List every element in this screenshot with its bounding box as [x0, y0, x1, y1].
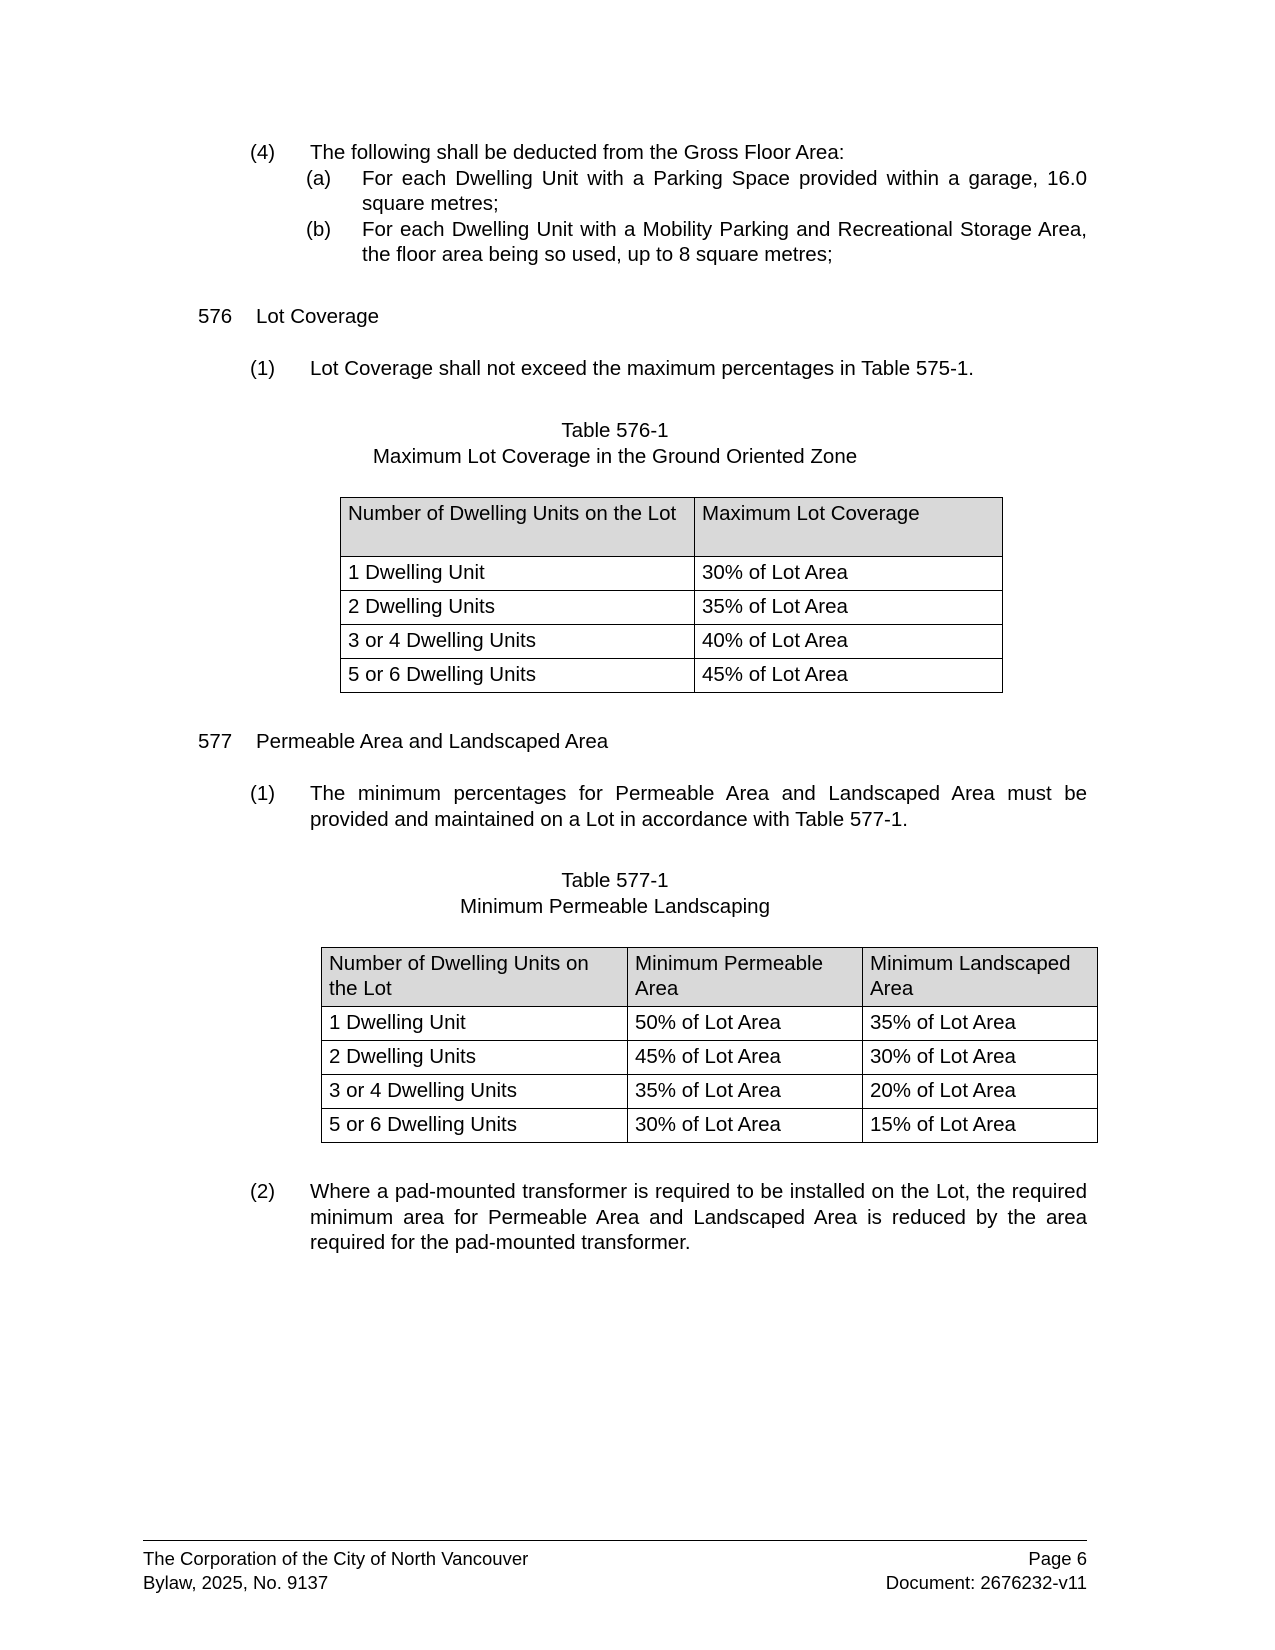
clause-4-text: The following shall be deducted from the Gross Floor Area:: [310, 141, 845, 164]
table-cell-landscaped: 35% of Lot Area: [863, 1007, 1098, 1041]
clause-4a-text: For each Dwelling Unit with a Parking Space provided within a garage, 16.0 square metres;: [362, 166, 1087, 215]
clause-577-1: [250, 781, 1087, 832]
footer-divider: [143, 1540, 1087, 1541]
table-576-1-header-coverage: Maximum Lot Coverage: [695, 497, 1003, 556]
clause-577-2: [250, 1179, 1087, 1256]
clause-577-1-text: The minimum percentages for Permeable Area and Landscaped Area must be provided and maintained on a Lot in accordance with Table 577-1.: [310, 782, 1087, 831]
table-row: [341, 556, 1003, 590]
table-577-1-header-units: Number of Dwelling Units on the Lot: [322, 948, 628, 1007]
table-576-1-header-units: Number of Dwelling Units on the Lot: [341, 497, 695, 556]
table-577-1-header-landscaped: Minimum Landscaped Area: [863, 948, 1098, 1007]
table-row: [322, 1109, 1098, 1143]
page-footer: [143, 1540, 1087, 1595]
table-576-1-caption-line2: Maximum Lot Coverage in the Ground Oriented Zone: [372, 444, 858, 468]
footer-organization: The Corporation of the City of North Vancouver: [143, 1548, 529, 1569]
table-cell-units: 5 or 6 Dwelling Units: [322, 1109, 628, 1143]
table-cell-permeable: 35% of Lot Area: [628, 1075, 863, 1109]
section-heading-577: [198, 729, 1087, 755]
table-row: [341, 624, 1003, 658]
table-577-1-header-permeable: Minimum Permeable Area: [628, 948, 863, 1007]
table-577-1-caption: [143, 868, 1087, 920]
clause-577-1-number: (1): [250, 782, 276, 805]
table-cell-landscaped: 15% of Lot Area: [863, 1109, 1098, 1143]
table-576-1-caption: [143, 418, 1087, 470]
table-row: [322, 1041, 1098, 1075]
table-cell-units: 3 or 4 Dwelling Units: [341, 624, 695, 658]
table-577-1-caption-line2: Minimum Permeable Landscaping: [460, 895, 770, 918]
table-576-1: [340, 497, 1003, 693]
section-576-title: Lot Coverage: [256, 304, 380, 328]
table-row: [341, 658, 1003, 692]
page-content: [143, 0, 1087, 1256]
footer-row-2: [143, 1571, 1087, 1595]
table-row: [341, 590, 1003, 624]
table-576-1-header-row: [341, 497, 1003, 556]
table-cell-units: 5 or 6 Dwelling Units: [341, 658, 695, 692]
table-577-1: [321, 947, 1098, 1143]
footer-document-id: Document: 2676232-v11: [885, 1572, 1087, 1593]
section-576-number: 576: [198, 304, 233, 328]
clause-4b-text: For each Dwelling Unit with a Mobility Parking and Recreational Storage Area, the floor area being so used, up to 8 square metres;: [362, 217, 1087, 266]
clause-4a: [306, 166, 1087, 217]
clause-576-1: [250, 356, 1087, 382]
table-row: [322, 1075, 1098, 1109]
clause-4b-number: (b): [306, 217, 332, 241]
table-cell-units: 1 Dwelling Unit: [322, 1007, 628, 1041]
table-cell-coverage: 40% of Lot Area: [695, 624, 1003, 658]
section-577-number: 577: [198, 729, 233, 753]
section-577-title: Permeable Area and Landscaped Area: [256, 729, 609, 753]
table-cell-units: 2 Dwelling Units: [341, 590, 695, 624]
table-cell-units: 3 or 4 Dwelling Units: [322, 1075, 628, 1109]
section-heading-576: [198, 304, 1087, 330]
table-cell-coverage: 35% of Lot Area: [695, 590, 1003, 624]
table-cell-permeable: 50% of Lot Area: [628, 1007, 863, 1041]
table-cell-coverage: 30% of Lot Area: [695, 556, 1003, 590]
footer-bylaw-reference: Bylaw, 2025, No. 9137: [143, 1572, 329, 1593]
clause-576-1-text: Lot Coverage shall not exceed the maximum percentages in Table 575-1.: [310, 357, 974, 380]
clause-576-1-number: (1): [250, 357, 276, 380]
table-577-1-caption-line1: Table 577-1: [561, 869, 669, 892]
table-cell-landscaped: 30% of Lot Area: [863, 1041, 1098, 1075]
table-row: [322, 1007, 1098, 1041]
table-cell-units: 1 Dwelling Unit: [341, 556, 695, 590]
table-576-1-caption-line1: Table 576-1: [561, 418, 669, 442]
footer-row-1: [143, 1547, 1087, 1571]
footer-page-number: Page 6: [1028, 1548, 1087, 1569]
table-cell-landscaped: 20% of Lot Area: [863, 1075, 1098, 1109]
table-577-1-header-row: [322, 948, 1098, 1007]
clause-4: [250, 140, 1087, 166]
table-cell-permeable: 45% of Lot Area: [628, 1041, 863, 1075]
clause-577-2-text: Where a pad-mounted transformer is required to be installed on the Lot, the required minimum area for Permeable Area and Landscaped Area is reduced by the area required for the pad-mounted transformer.: [310, 1180, 1087, 1254]
table-cell-units: 2 Dwelling Units: [322, 1041, 628, 1075]
clause-4a-number: (a): [306, 166, 332, 190]
clause-577-2-number: (2): [250, 1180, 276, 1203]
clause-4-number: (4): [250, 141, 276, 164]
clause-4b: [306, 217, 1087, 268]
table-cell-permeable: 30% of Lot Area: [628, 1109, 863, 1143]
table-cell-coverage: 45% of Lot Area: [695, 658, 1003, 692]
